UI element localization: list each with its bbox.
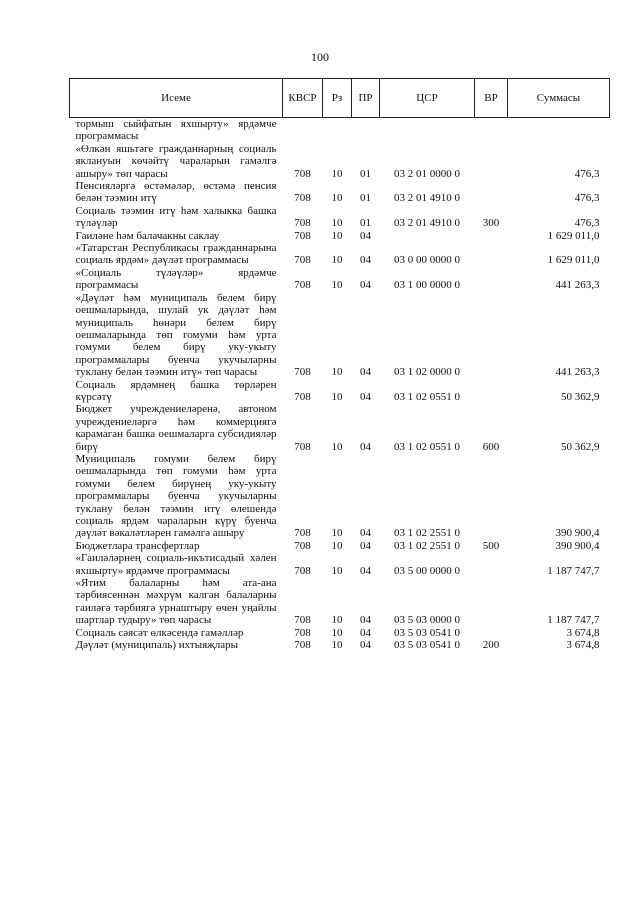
cell-csr: 03 5 03 0541 0 <box>394 626 460 639</box>
table-row <box>70 552 610 577</box>
cell-name: Бюджетлара трансфертлар <box>75 539 200 552</box>
table-row <box>70 627 610 639</box>
cell-pr: 01 <box>360 167 371 180</box>
cell-vr <box>475 118 508 143</box>
cell-csr: 03 5 00 0000 0 <box>394 564 460 577</box>
cell-sum: 390 900,4 <box>555 527 600 540</box>
table-body <box>70 118 610 652</box>
header-csr: ЦСР <box>380 79 475 118</box>
table-row <box>70 577 610 627</box>
cell-csr: 03 2 01 0000 0 <box>394 167 460 180</box>
cell-csr: 03 1 02 2551 0 <box>394 527 460 540</box>
cell-name: Социаль ярдәмнең башка төрләрен күрсәтү <box>75 378 277 403</box>
cell-name: Муниципаль гомуми белем бирү оешмаларында төп гомуми һәм урта гомуми белем бирүнең уку-укыту программалары буенча укучыларны туклану белән тәэмин итү өлешендә социаль ярдәм чараларын күрү буенча дәүләт вәкаләтләрен гамәлгә ашыру <box>75 452 277 540</box>
table-header <box>70 79 610 118</box>
cell-kvsr: 708 <box>294 167 311 180</box>
cell-csr <box>380 118 475 143</box>
cell-name: Бюджет учреждениеләренә, автоном учреждениеләргә һәм коммерциягә карамаган башка оешмаларга субсидияләр бирү <box>75 403 277 453</box>
header-name: Исеме <box>70 79 283 118</box>
cell-csr <box>380 230 475 242</box>
cell-rz: 10 <box>331 192 343 205</box>
cell-vr: 500 <box>482 539 500 552</box>
table-row <box>70 403 610 453</box>
cell-pr: 04 <box>360 390 371 403</box>
cell-kvsr: 708 <box>294 564 311 577</box>
cell-rz: 10 <box>331 539 343 552</box>
cell-csr: 03 1 02 0551 0 <box>394 440 460 453</box>
cell-vr: 300 <box>482 217 500 230</box>
cell-name: «Татарстан Республикасы гражданнарына социаль ярдәм» дәүләт программасы <box>75 242 277 267</box>
cell-rz: 10 <box>331 626 343 639</box>
cell-vr <box>475 143 508 180</box>
cell-pr: 04 <box>360 626 371 639</box>
cell-vr <box>475 242 508 267</box>
table-row <box>70 118 610 143</box>
cell-vr <box>475 180 508 205</box>
cell-pr: 04 <box>360 539 371 552</box>
cell-rz: 10 <box>331 390 343 403</box>
cell-kvsr <box>283 118 323 143</box>
cell-sum: 50 362,9 <box>561 390 600 403</box>
cell-vr <box>475 577 508 627</box>
cell-kvsr: 708 <box>294 626 311 639</box>
cell-name: «Дәүләт һәм муниципаль белем бирү оешмаларында, шулай ук дәүләт һәм муниципаль һөнәри белем бирү оешмаларында төп гомуми һәм урта гомуми белем бирү уку-укыту программалары буенча укучыларны туклану белән тәэмин итү» төп чарасы <box>75 291 277 379</box>
cell-name: Социаль тәэмин итү һәм халыкка башка түләүләр <box>75 204 277 230</box>
cell-name: «Ятим балаларны һәм ата-ана тәрбиясеннән мәхрүм калган балаларны гаиләгә тәрбиягә урнаштыру өчен уңайлы шартлар тудыру» төп чарасы <box>75 577 277 627</box>
cell-kvsr: 708 <box>294 229 311 242</box>
cell-sum: 3 674,8 <box>566 626 600 639</box>
cell-name: «Өлкән яшьтәге гражданнарның социаль яклануын көчәйтү чараларын гамәлгә ашыру» төп чарасы <box>75 142 277 180</box>
cell-kvsr: 708 <box>294 390 311 403</box>
cell-sum: 1 187 747,7 <box>547 564 600 577</box>
header-kvsr: КВСР <box>283 79 323 118</box>
cell-csr: 03 2 01 4910 0 <box>394 217 460 230</box>
cell-name: Гаиләне һәм балачакны саклау <box>75 229 220 242</box>
cell-rz: 10 <box>331 639 343 652</box>
cell-kvsr: 708 <box>294 192 311 205</box>
page-number: 100 <box>311 50 329 64</box>
header-sum: Суммасы <box>508 79 610 118</box>
cell-name: тормыш сыйфатын яхшырту» ярдәмче программасы <box>75 118 277 143</box>
table-row <box>70 453 610 540</box>
cell-pr: 04 <box>360 366 371 379</box>
cell-pr: 04 <box>360 440 371 453</box>
cell-rz: 10 <box>331 279 343 292</box>
cell-sum: 441 263,3 <box>555 279 600 292</box>
cell-vr <box>475 230 508 242</box>
header-rz: Рз <box>323 79 352 118</box>
cell-pr <box>352 118 380 143</box>
cell-vr <box>475 453 508 540</box>
cell-csr: 03 1 02 0551 0 <box>394 390 460 403</box>
cell-sum: 476,3 <box>574 217 600 230</box>
cell-csr: 03 5 03 0541 0 <box>394 639 460 652</box>
cell-csr: 03 1 02 0000 0 <box>394 366 460 379</box>
cell-vr: 200 <box>482 639 500 652</box>
cell-rz: 10 <box>331 229 343 242</box>
cell-sum: 390 900,4 <box>555 539 600 552</box>
cell-kvsr: 708 <box>294 254 311 267</box>
table-row <box>70 242 610 267</box>
table-row <box>70 143 610 180</box>
cell-vr <box>475 292 508 379</box>
cell-vr <box>475 267 508 292</box>
cell-pr: 04 <box>360 614 371 627</box>
cell-sum: 3 674,8 <box>566 639 600 652</box>
table-row <box>70 379 610 404</box>
table-row <box>70 205 610 230</box>
cell-vr: 600 <box>482 440 500 453</box>
cell-pr: 04 <box>360 254 371 267</box>
cell-pr: 01 <box>360 192 371 205</box>
cell-pr: 04 <box>360 527 371 540</box>
cell-sum: 441 263,3 <box>555 366 600 379</box>
cell-name: «Гаиләләрнең социаль-икътисадый хәлен яхшырту» ярдәмче программасы <box>75 552 277 577</box>
cell-kvsr: 708 <box>294 440 311 453</box>
cell-kvsr: 708 <box>294 279 311 292</box>
cell-sum: 1 187 747,7 <box>547 614 600 627</box>
cell-sum: 476,3 <box>574 167 600 180</box>
cell-kvsr: 708 <box>294 217 311 230</box>
cell-rz: 10 <box>331 254 343 267</box>
cell-sum: 1 629 011,0 <box>547 254 600 267</box>
table-row <box>70 267 610 292</box>
cell-rz <box>323 118 352 143</box>
table-row <box>70 540 610 552</box>
cell-rz: 10 <box>331 440 343 453</box>
cell-csr: 03 0 00 0000 0 <box>394 254 460 267</box>
table-row <box>70 639 610 651</box>
header-vr: ВР <box>475 79 508 118</box>
cell-csr: 03 1 00 0000 0 <box>394 279 460 292</box>
cell-name: Пенсияләргә өстәмәләр, өстәмә пенсия белән тәэмин итү <box>75 180 277 205</box>
cell-name: Дәүләт (муниципаль) ихтыяҗлары <box>75 639 239 652</box>
cell-pr: 04 <box>360 229 371 242</box>
cell-pr: 04 <box>360 639 371 652</box>
cell-kvsr: 708 <box>294 539 311 552</box>
cell-pr: 01 <box>360 217 371 230</box>
cell-rz: 10 <box>331 366 343 379</box>
cell-rz: 10 <box>331 217 343 230</box>
cell-pr: 04 <box>360 279 371 292</box>
budget-table <box>69 78 610 651</box>
cell-kvsr: 708 <box>294 366 311 379</box>
cell-rz: 10 <box>331 527 343 540</box>
cell-csr: 03 2 01 4910 0 <box>394 192 460 205</box>
cell-rz: 10 <box>331 167 343 180</box>
cell-vr <box>475 552 508 577</box>
cell-csr: 03 1 02 2551 0 <box>394 539 460 552</box>
table-row <box>70 180 610 205</box>
cell-rz: 10 <box>331 614 343 627</box>
cell-kvsr: 708 <box>294 639 311 652</box>
cell-kvsr: 708 <box>294 614 311 627</box>
cell-csr: 03 5 03 0000 0 <box>394 614 460 627</box>
table-row <box>70 230 610 242</box>
header-pr: ПР <box>352 79 380 118</box>
cell-sum: 476,3 <box>574 192 600 205</box>
cell-vr <box>475 379 508 404</box>
cell-vr <box>475 627 508 639</box>
cell-name: Социаль сәясәт өлкәсендә гамәлләр <box>75 626 244 639</box>
cell-sum <box>508 118 610 143</box>
cell-name: «Социаль түләүләр» ярдәмче программасы <box>75 266 277 292</box>
cell-sum: 50 362,9 <box>561 440 600 453</box>
cell-pr: 04 <box>360 564 371 577</box>
cell-rz: 10 <box>331 564 343 577</box>
cell-sum: 1 629 011,0 <box>547 229 600 242</box>
cell-kvsr: 708 <box>294 527 311 540</box>
table-row <box>70 292 610 379</box>
